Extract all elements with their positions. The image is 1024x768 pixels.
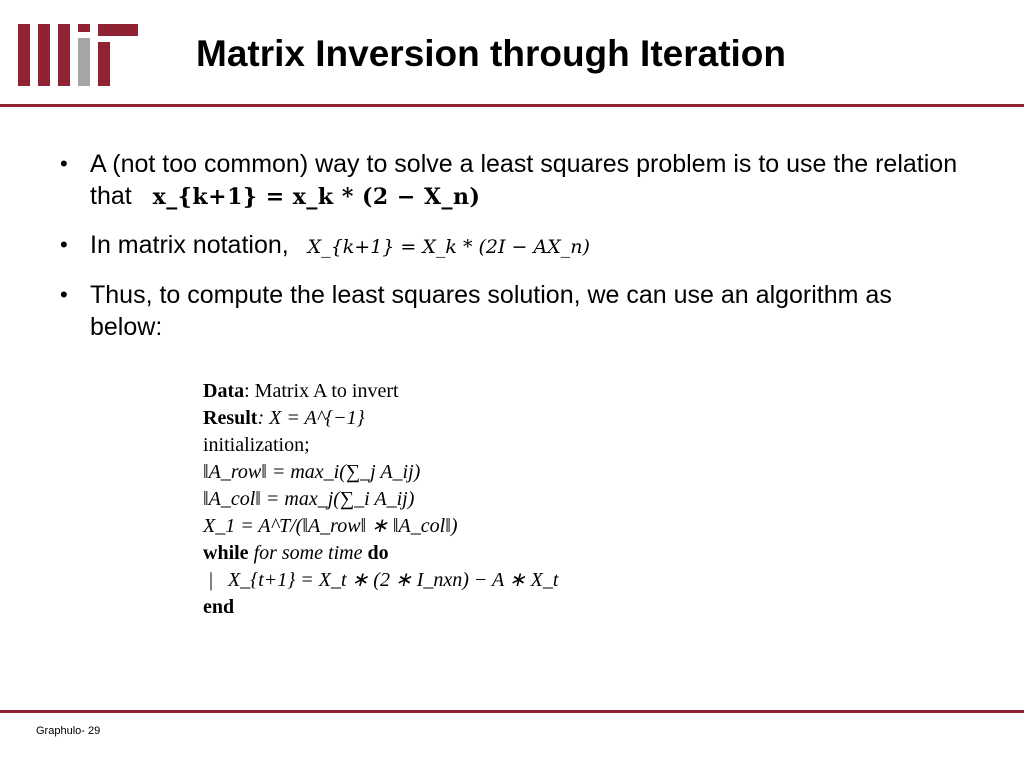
bullet-text: Thus, to compute the least squares solution, we can use an algorithm as below:: [90, 281, 892, 341]
do-keyword: do: [367, 542, 389, 564]
slide-footer: Graphulo- 29: [36, 725, 101, 737]
bullet-list: [60, 148, 960, 359]
loop-bar-icon: |: [209, 569, 214, 591]
algorithm-col-norm: ‖A_col‖ = max_j(∑_i A_ij): [203, 488, 415, 510]
algorithm-x1-definition: X_1 = A^T/(‖A_row‖ ∗ ‖A_col‖): [203, 515, 458, 537]
header-divider: [0, 104, 1024, 107]
algorithm-init-line: initialization;: [203, 434, 310, 456]
bullet-icon: •: [60, 282, 68, 307]
result-keyword: Result: [203, 407, 258, 429]
end-keyword: end: [203, 596, 235, 618]
while-keyword: while: [203, 542, 249, 564]
algorithm-row-norm: ‖A_row‖ = max_i(∑_j A_ij): [203, 461, 421, 483]
algorithm-while-line: [203, 540, 558, 567]
algorithm-update-line: [203, 567, 558, 594]
bullet-text: In matrix notation,: [90, 231, 289, 259]
footer-divider: [0, 710, 1024, 713]
algorithm-result-line: [203, 405, 558, 432]
bullet-text: A (not too common) way to solve a least squares problem is to use the relation that: [90, 150, 958, 210]
algorithm-block: [203, 378, 558, 621]
update-formula: X_{t+1} = X_t ∗ (2 ∗ I_nxn) − A ∗ X_t: [228, 569, 559, 591]
algorithm-end-line: [203, 594, 558, 621]
bullet-icon: •: [60, 151, 68, 176]
slide-title: Matrix Inversion through Iteration: [196, 33, 786, 74]
mit-logo: [18, 24, 138, 86]
bullet-formula: X_{k+1} = X_k * (2I − AX_n): [307, 236, 590, 258]
bullet-formula: x_{k+1} = x_k * (2 − X_n): [152, 184, 481, 210]
data-text: : Matrix A to invert: [244, 380, 399, 402]
data-keyword: Data: [203, 380, 245, 402]
bullet-icon: •: [60, 232, 68, 257]
result-text: : X = A^{−1}: [257, 407, 365, 429]
bullet-item: [60, 148, 960, 213]
bullet-item: [60, 229, 960, 263]
while-condition: for some time: [253, 542, 363, 564]
algorithm-data-line: [203, 378, 558, 405]
bullet-item: [60, 279, 960, 343]
